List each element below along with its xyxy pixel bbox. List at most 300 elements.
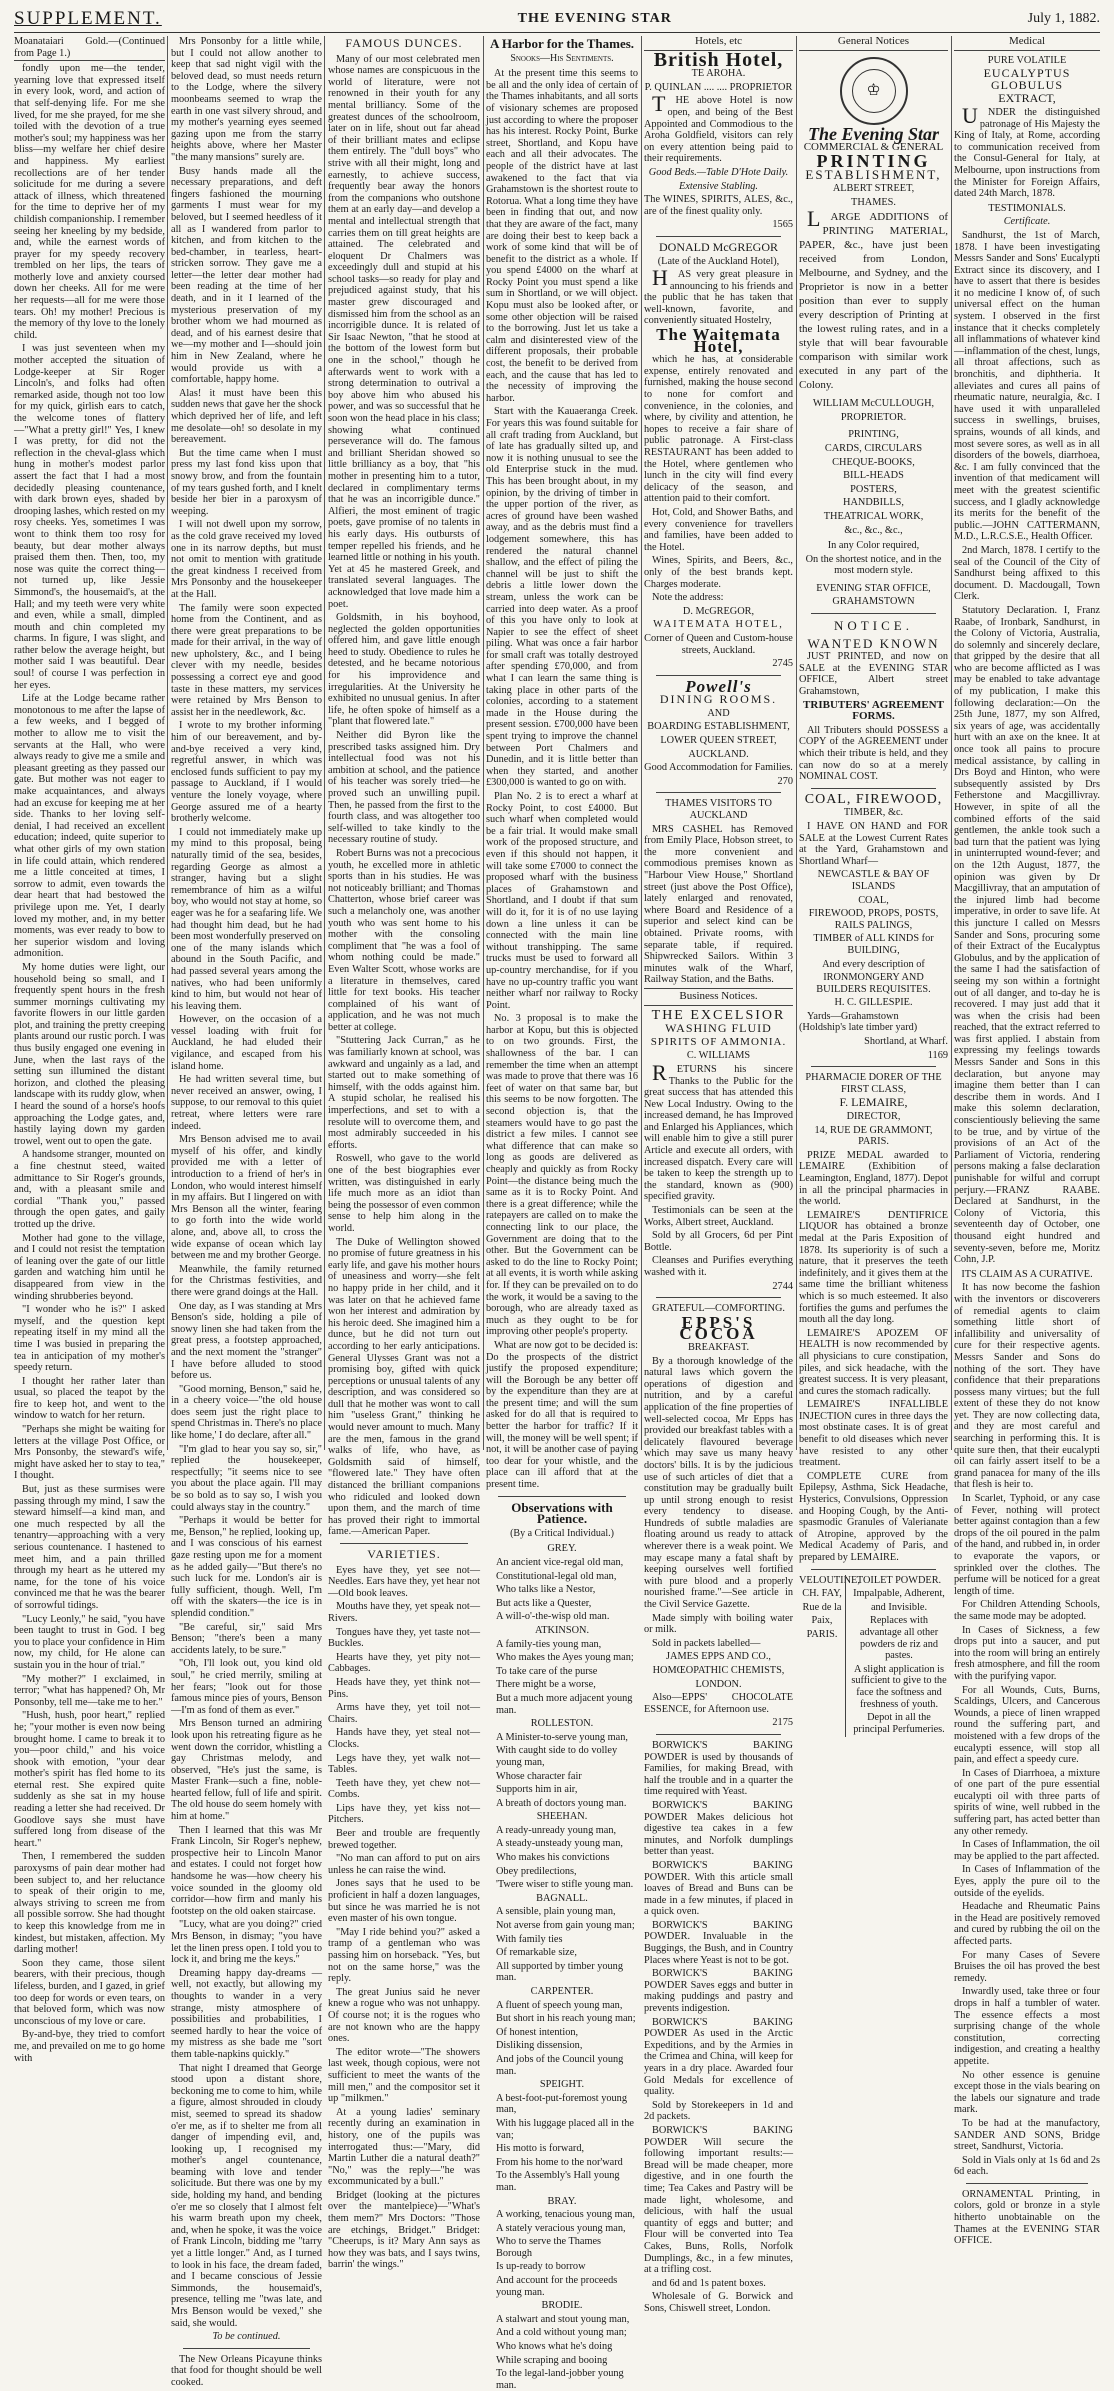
verse-line: With family ties (496, 1933, 563, 1945)
varieties-item: Tongues have they, yet taste not—Buckles. (328, 1626, 480, 1650)
verse-line: Is up-ready to borrow (496, 2261, 586, 2273)
cocoa-body: By a thorough knowledge of the natural laws which govern the operations of digestion and nutrition, and by a careful application of the fine properties of well-selected cocoa, Mr Epps has provided our breakfast tables with a delicately flavoured beverage which may save us many heavy doctors' bills. It is by the judicious use of such articles of diet that a constitution may be gradually built up until strong enough to resist every tendency to disease. Hundreds of subtle maladies are floating around us ready to attack wherever there is a weak point. We may escape many a fatal shaft by keeping ourselves well fortified with pure blood and a properly nourished frame."—See article in the Civil Service Gazette. (644, 1355, 793, 1611)
verse-line: A sensible, plain young man, (496, 1906, 616, 1918)
article-paragraph: No. 3 proposal is to make the harbor at Kopu, but this is objected to on two grounds. First, the shallowness of the bar. I can remember the time when an attempt was made to prove that there was 16 feet of water on that same bar, but this seems to be now forgotten. The second objection is, that the steamers would have to go past the district a few miles. I cannot see what difference that can make so long as goods are delivered as cheaply and quickly as from Rocky Point—the distance being much the same as it is to Rocky Point. And there is a great difference; while the ratepayers are called on to make the connecting link to our place, the Government are doing that to the other. But the Government can be asked to do the line to Rocky Point; at all events, it is worth while asking for. If they can be prevailed on to do the work, it would be a saving to the borough, who are already taxed as much as they ought to be for improving other people's property. (486, 1013, 638, 1338)
varieties-item: Teeth have they, yet chew not—Combs. (328, 1777, 480, 1801)
article-paragraph: "Stuttering Jack Curran," as he was familiarly known at school, was awkward and ungainly as a lad, and started out to make something of himself, with the odds against him. A stupid scholar, he realised his imperfections, and set to with a resolute will to overcome them, and most admirably succeeded in his efforts. (328, 1035, 480, 1151)
stanza-heading: BRODIE. (541, 2300, 583, 2312)
printing-service-item: CARDS, CIRCULARS (824, 442, 923, 454)
printing-note: In any Color required, (827, 540, 920, 552)
continuation-heading: Moanataiari Gold.—(Continued from Page 1.) (14, 36, 165, 61)
verse-line: Obey predilections, (496, 1865, 577, 1877)
hotel-body: THE above Hotel is now open, and being of the Best Appointed and Commodious to the Aroha Goldfield, visitors can rely on every attention being paid to their requirements. (644, 91, 793, 165)
verse-stanzas (486, 1543, 638, 2391)
column-rule (641, 36, 642, 1450)
verse-line: A best-foot-put-foremost young man, (496, 2092, 627, 2116)
divider (656, 1734, 781, 1735)
printing-office-title: ESTABLISHMENT, (805, 167, 942, 183)
verse-line: Who to serve the Thames Borough (496, 2236, 602, 2259)
verse-line: Of honest intention, (496, 2026, 579, 2038)
verse-line: From his home to the nor'ward (496, 2156, 623, 2168)
verse-line: And a cold without young man; (496, 2327, 627, 2339)
borwick-ad (644, 1740, 793, 2315)
borwick-paragraph: BORWICK'S BAKING POWDER Saves eggs and butter in making puddings and pastry and prevents indigestion. (644, 1968, 793, 2015)
verse-line: Disliking dissension, (496, 2040, 583, 2052)
pharmacy-address: 14, RUE DE GRAMMONT, PARIS. (814, 1124, 933, 1148)
veloutine-left (799, 1574, 860, 1738)
restaurant-name: Powell's (685, 676, 752, 696)
claim-paragraph: In Cases of Inflammation, the oil may be applied to the part affected. (954, 1839, 1100, 1862)
coal-item: And every description of (822, 958, 925, 970)
borwick-paragraph: BORWICK'S BAKING POWDER Makes delicious hot digestive tea cakes in a few minutes, and Norfolk dumplings better than yeast. (644, 1799, 793, 1858)
story-paragraph: That night I dreamed that George stood upon a distant shore, beckoning me to come to him, while a figure, almost shrouded in cloudy mist, seemed to spread its shadow o'er me, as if to shelter me from all danger of impending evil, and, looking up, I recognised my mother's angel countenance, beaming with love and tender solicitude. But there was one by my side, holding my hand, and bending o'er me so closely that I almost felt his warm breath upon my cheek, and, when he spoke, it was the voice of Frank Lincoln, bidding me "tarry yet a little longer." And, as I turned to look in his face, the dream faded, and I became conscious of Jessie Simmonds, the housemaid's, presence, telling me "twas late, and Mrs Benson would be vexed," she said, she would. (171, 2062, 322, 2329)
story-paragraph: Soon they came, those silent bearers, with their precious, though lifeless, burden, and I gazed, in grief too deep for words or even tears, on that beloved form, which was now unconscious of my love or care. (14, 1957, 165, 2027)
varieties-item: Beer and trouble are frequently brewed together. (328, 1828, 480, 1851)
article-paragraph: Roswell, who gave to the world one of the best biographies ever written, was distinguished in early life much more as an idiot than being the possessor of even common sense to help him along in the world. (328, 1153, 480, 1234)
pharmacy-name: F. LEMAIRE, (839, 1095, 908, 1110)
column-2-story (171, 36, 322, 2388)
varieties-item: Legs have they, yet walk not—Tables. (328, 1752, 480, 1776)
printing-service-item: CHEQUE-BOOKS, (832, 456, 915, 468)
column-3-articles (328, 36, 481, 2271)
verse-line: A breath of doctors young man. (496, 1797, 627, 1809)
notice-heading: NOTICE. (834, 618, 913, 634)
medicine-title: EUCALYPTUS GLOBULUS (983, 66, 1071, 92)
article-paragraph: The Duke of Wellington showed no promise of future greatness in his early life, and gave his mother hours of uneasiness and worry—she felt no happy pride in her child, and it was later on that he achieved fame won her interest and admiration by his heroic deed. She imagined him a dunce, but he did not turn out according to her early anticipations. General Ulysses Grant was not a promising boy, gifted with quick perceptions or unusual talents of any description, and was considered so dull that he mother was wont to call him "useless Grant," thinking he would never amount to much. Many are the men, famous in the grand walks of life, who have, as Goldsmith said of himself, "flowered late." They have often distanced the brilliant companions who ridiculed and looked down upon them, and the march of time has proved their right to immortal fame.—American Paper. (328, 1236, 480, 1538)
coal-item: FIREWOOD, PROPS, POSTS, RAILS PALINGS, (808, 908, 939, 931)
verse-line: There might be a worse, (496, 1679, 596, 1691)
section-heading: General Notices (799, 36, 948, 51)
restaurant-line: AND (707, 707, 730, 719)
story-paragraph: Mrs Benson advised me to avail myself of his offer, and kindly provided me with a letter of introduction to a friend of her's in London, who would interest himself in my affairs. But I lingered on with Mrs Benson all the winter, fearing to go forth into the wide world alone, and, above all, to cross the wide expanse of ocean which lay between me and my brother George. (171, 1134, 322, 1262)
divider (498, 1496, 626, 1497)
certificate-heading: Certificate. (1003, 216, 1051, 228)
verse-line: To the legal-land-jobber young man. (496, 2368, 624, 2391)
verse-line: A Minister-to-serve young man, (496, 1731, 628, 1743)
hotel-line: The WINES, SPIRITS, ALES, &c., are of the finest quality only. (644, 194, 793, 217)
coal-item: COAL, (858, 894, 889, 906)
printing-note: On the shortest notice, and in the most modern style. (805, 553, 942, 577)
divider (656, 675, 781, 676)
office-location: GRAHAMSTOWN (832, 596, 915, 608)
cocoa-body: Made simply with boiling water or milk. (644, 1612, 793, 1636)
testimonial-paragraph: 2nd March, 1878. I certify to the seal of the Council of the City of Sandhurst being affixed to this document. D. Macdougall, Town Clerk. (954, 544, 1100, 603)
coal-body: I HAVE ON HAND and FOR SALE at the Lowest Current Rates at the Yard, Grahamstown and Shortland Wharf— (799, 820, 948, 867)
product-title: WASHING FLUID (665, 1021, 772, 1036)
verse-line: A stalwart and stout young man, (496, 2313, 630, 2325)
column-rule (324, 36, 325, 1450)
hotel-body: Hot, Cold, and Shower Baths, and every convenience for travellers and families, have been added to the Hotel. (644, 506, 793, 553)
story-paragraph: However, on the occasion of a vessel loading with fruit for Auckland, he had eluded their vigilance, and escaped from his island home. (171, 1014, 322, 1072)
story-paragraph: Mrs Benson turned an admiring look upon his retreating figure as he went down the corridor, whistling a gay Christmas melody, and observed, "He's just the same, is Master Frank—such a fine, noble-hearted fellow, full of life and spirit. The old house do seem homely with him at home." (171, 1718, 322, 1823)
coal-heading: COAL, FIREWOOD, (804, 791, 943, 807)
restaurant-line: Good Accommodation for Families. (644, 762, 793, 774)
wanted-body: JUST PRINTED, and now on SALE at the EVENING STAR OFFICE, Albert street Grahamstown, (799, 651, 948, 698)
pharmacy-heading: PHARMACIE DORER OF THE FIRST CLASS, (805, 1072, 942, 1095)
story-paragraph: "Hush, hush, poor heart," replied he; "your mother is even now being brought home. I came to break it to you—poor child," and his voice shook with emotion, "your dear mother's spirit has fled home to its eternal rest. She expired quite suddenly as she sat in my house reading a letter she had received. Dr Goodlove says she must have suffered long from disease of the heart." (14, 1710, 165, 1849)
section-heading: Business Notices. (644, 988, 793, 1006)
article-title-observations: Observations with Patience. (511, 1499, 613, 1527)
cocoa-subtitle: BREAKFAST. (687, 1341, 750, 1353)
printing-office-body: LARGE ADDITIONS of PRINTING MATERIAL, PAPER, &c., have just been received from London, Melbourne, and Sydney, and the Proprietor is now in a better position than ever to supply every description of Printing at the lowest ruling rates, and in a style that will bear favourable comparison with similar work executed in any part of the Colony. (799, 206, 948, 392)
article-paragraph: Goldsmith, in his boyhood, neglected the golden opportunities offered him, and gave little enough heed to study. Obedience to rules he detested, and he became notorious for his improvidence and irregularities. At the University he exhibited no unusual genius. In after life, he often spoke of himself as a "plant that flowered late." (328, 612, 480, 728)
verse-line: And jobs of the Council young man. (496, 2053, 624, 2077)
cocoa-body: Also—EPPS' CHOCOLATE ESSENCE, for Afternoon use. (644, 1692, 793, 1715)
veloutine-right (845, 1575, 948, 1738)
claim-paragraph: For Children Attending Schools, the same mode may be adopted. (954, 1599, 1100, 1622)
verse-line: While scraping and booing (496, 2354, 608, 2366)
borwick-paragraph: BORWICK'S BAKING POWDER. With this article small loaves of Bread and Buns can be made in a few minutes, if placed in a quick oven. (644, 1859, 793, 1918)
toilet-powder-list (850, 1588, 948, 1735)
toilet-powder-line: A slight application is sufficient to give to the face the softness and freshness of youth. (851, 1663, 947, 1710)
verse-line: His motto is forward, (496, 2143, 585, 2155)
masthead (14, 6, 1100, 33)
story-paragraph: Busy hands made all the necessary preparations, and deft fingers fashioned the mourning garments I must wear for my beloved, but I seemed heedless of it all as I wandered from parlor to kitchen, and from kitchen to the bed-chamber, in tearless, heart-stricken sorrow. They gave me a letter—the letter dear mother had been reading at the time of her death, and in it I learned of the mysterious preservation of my brother whom we had mourned as dead, and of his earnest desire that we—my mother and I—should join him in New Zealand, where he would provide us with a comfortable, happy home. (171, 165, 322, 386)
pharmacy-body: LEMAIRE'S APOZEM OF HEALTH is now recommended by all physicians to cure constipation, piles, and sick headache, with the greatest success. It is very pleasant, and cures the stomach radically. (799, 1327, 948, 1397)
proprietor-label: PROPRIETOR. (840, 411, 907, 423)
pharmacy-body: COMPLETE CURE from Epilepsy, Asthma, Sick Headache, Hysterics, Convulsions, Oppression and Hooping Cough, by the Anti-spasmodic Granules of Valerianate of Atropine, approved by the Medical Academy of Paris, and prepared by LEMAIRE. (799, 1470, 948, 1563)
verse-line: Whose character fair (496, 1770, 582, 1782)
cocoa-maker: JAMES EPPS AND CO., (666, 1651, 771, 1663)
borwick-paragraph: and 6d and 1s patent boxes. (652, 2277, 766, 2289)
story-paragraph: "Be careful, sir," said Mrs Benson; "there's been a many accidents lately, to be sure." (171, 1621, 322, 1656)
varieties-item: Lips have they, yet kiss not—Pitchers. (328, 1802, 480, 1826)
verse-line: With caught side to do volley young man, (496, 1745, 618, 1768)
story-paragraph: I was just seventeen when my mother accepted the situation of Lodge-keeper at Sir Roger Lincoln's, and folks had often remarked aside, though not too low for my quick, girlish ears to catch, the welcome tones of flattery—"What a pretty girl!" Yes, I knew I was pretty, for did not the reflection in the cheval-glass which hung in mother's modest parlor assert the fact that I had a most decidedly pleasing countenance, with dark brown eyes, shaded by drooping lashes, which rested on my rosy cheeks. Yes, sometimes I was wont to think them too rosy for beauty, but dear mother always praised them then. Then, too, my nose was quite the correct thing—not turned up, like Jessie Simmond's, the housemaid's, at the Hall; and my teeth were very white and even, while a small, dimpled mouth and chin completed my charms. In figure, I was slight, and rather below the average height, but mother said I was beautiful. Dear soul! of course I was perfection in her eyes. (14, 343, 165, 691)
testimonial-paragraph: Sandhurst, the 1st of March, 1878. I have been investigating Messrs Sander and Sons' Eucalypti Extract since its discovery, and I have to assert that there is besides it no medicine I know of, of such universal effect on the human system. I observed in the first instance that it checks completely all inflammations of whatever kind—inflammation of the chest, lungs, all throat affections, such as bronchitis, and diphtheria. It alleviates and cures all pains of rheumatic nature, neuralgia, &c. I have used it with unparalleled success in swellings, bruises, sprains, wounds of all kinds, and most severe sores, as well as in all disorders of the bowels, diarrhoea, &c. I am fully convinced that the invention of that medicament will meet with the greatest scientific success, and I gladly acknowledge its merits for the benefit of the public.—JOHN CATTERMANN, M.D., L.R.C.S.E., Health Officer. (954, 229, 1100, 543)
verse-line: Of remarkable size, (496, 1947, 577, 1959)
testimonials-heading: TESTIMONIALS. (988, 202, 1066, 214)
varieties-item: Heads have they, yet think not—Pins. (328, 1676, 480, 1700)
coal-yard: Yards—Grahamstown (Holdship's late timber yard) (799, 1010, 918, 1034)
borwick-paragraph: BORWICK'S BAKING POWDER As used in the Arctic Expeditions, and by the Armies in the Crimea and China, will keep for years in a dry place. Awarded four Gold Medals for excellence of quality. (644, 2016, 793, 2098)
verse-line: A will-o'-the-wisp old man. (496, 1611, 610, 1623)
claim-paragraph: To be had at the manufactory, SANDER AND SONS, Bridge street, Sandhurst, Victoria. (954, 2117, 1100, 2153)
story-paragraph: "I'm glad to hear you say so, sir," replied the housekeeper, respectfully; "it seems nice to see you about the place again. I'll may be so bold as to say so, I wish you could always stay in the country." (171, 1443, 322, 1513)
product-body: Testimonials can be seen at the Works, Albert street, Auckland. (644, 1205, 793, 1228)
toilet-powder-title: TOILET POWDER. (856, 1574, 942, 1586)
claim-paragraph: In Cases of Inflammation of the Eyes, apply the pure oil to the outside of the eyelids. (954, 1864, 1100, 1899)
column-rule (483, 36, 484, 1450)
article-title-varieties: VARIETIES. (367, 1547, 441, 1561)
toilet-powder-line: Replaces with advantage all other powders de riz and pastes. (859, 1615, 939, 1662)
story-paragraph: The family were soon expected home from the Continent, and as there were great preparations to be made for their arrival, in the way of new upholstery, &c., and I being clever with my needle, besides possessing a correct eye and good taste in these matters, my services were retained by Mrs Benson to assist her in the needlework, &c. (171, 602, 322, 718)
story-paragraph: "Good morning, Benson," said he, in a cheery voice—"the old house does seem just the right place to spend Christmas in. There's no place like home,' I do declare, after all." (171, 1383, 322, 1442)
claim-paragraph: Inwardly used, take three or four drops in half a tumbler of water. The essence effects a most surprising change of the whole constitution, correcting indigestion, and creating a healthy appetite. (954, 1986, 1100, 2067)
varieties-item: Eyes have they, yet see not—Needles. Ears have they, yet hear not—Old book leaves. (328, 1564, 481, 1599)
verse-line: But a much more adjacent young man. (496, 1692, 633, 1716)
story-paragraph: Life at the Lodge became rather monotonous to me after the lapse of a few weeks, and I begged of mother to allow me to visit the servants at the Hall, who were always ready to give me a smile and pleasant greeting as they passed our gate. But mother was not eager to make acquaintances, and always had an excuse for keeping me at her side. Thanks to her loving self-denial, I had received an excellent education; indeed, quite superior to what other girls of my own station in life could attain, which rendered me a little conceited at times, I sorrow to admit, even towards the dear heart that had bestowed the privilege upon me. Yet, I dearly loved my mother, and, in my better moments, was ever ready to bow to her superior wisdom and loving admonition. (14, 693, 165, 960)
ad-number: 1169 (927, 1049, 948, 1061)
borwick-paragraph: Wholesale of G. Borwick and Sons, Chiswell street, London. (644, 2291, 793, 2314)
printing-office-address: THAMES. (851, 196, 896, 208)
column-4-articles (486, 36, 638, 2391)
restaurant-line: LOWER QUEEN STREET, (660, 735, 777, 747)
verse-line: 'Twere wiser to stifle young man. (496, 1879, 634, 1891)
printing-service-item: BILL-HEADS (843, 470, 904, 482)
ad-number: 270 (777, 775, 793, 787)
notice-title: THAMES VISITORS TO AUCKLAND (665, 798, 772, 822)
testimonial-paragraphs (954, 230, 1100, 1266)
product-body: Sold by all Grocers, 6d per Pint Bottle. (644, 1230, 793, 1253)
story-paragraph: But the time came when I must press my last fond kiss upon that snowy brow, and from the fountain of my tears gushed forth, and I knelt beside her bier in a paroxysm of weeping. (171, 447, 322, 517)
verse-line: A fluent of speech young man, (496, 1999, 623, 2011)
article-paragraph: Start with the Kauaeranga Creek. For years this was found suitable for all craft trading from Auckland, but of late has gradually silted up, and now it is nothing unusual to see the old Enterprise stuck in the mud. This has been brought about, in my opinion, by the driving of timber in the upper portion of the river, as acres of ground have been washed away, and as the debris must find a lodgement somewhere, this has rendered the natural channel shallow, and the effect of piling the channel will be just to shift the debris a little lower down the stream, unless the work can be carried into deep water. As a proof of this you have only to look at Napier to see the effect of sheet piling. What was once a fair harbor for small craft was totally destroyed after spending £70,000, and from what I can learn the same thing is taking place in other parts of the colonies, according to a statement made in the House during the present session. £700,000 have been spent trying to improve the channel between Port Chalmers and Dunedin, and it is little better than when they started, and another £300,000 is wanted to go on with. (486, 406, 638, 789)
office-name: EVENING STAR OFFICE, (816, 582, 931, 594)
newspaper-title: THE EVENING STAR (517, 11, 672, 26)
verse-line: To the Assembly's Hall young man. (496, 2170, 620, 2193)
divider (656, 1297, 781, 1298)
hotel-line: Extensive Stabling. (679, 180, 758, 192)
borwick-paragraph: BORWICK'S BAKING POWDER. Invaluable in the Buggings, the Bush, and in Country Places where Yeast is not to be got. (644, 1919, 793, 1966)
article-paragraph: Neither did Byron like the prescribed tasks assigned him. Dry intellectual food was not his ambition at school, and the patience of his teacher was sorely tried—he proved such an unwilling pupil. Then, he passed from the first to the fourth class, and was altogether too self-willed to take kindly to the necessary routine of study. (328, 730, 480, 846)
veloutine-address: PARIS. (806, 1628, 838, 1640)
varieties-item: Hearts have they, yet pity not—Cabbages. (328, 1651, 480, 1675)
stanza-heading: ROLLESTON. (530, 1718, 594, 1730)
ad-number: 2744 (772, 1280, 793, 1292)
varieties-paragraphs (328, 1565, 480, 2271)
story-paragraph: "Lucy Leonly," he said, "you have been taught to trust in God. I beg you to place your confidence in Him now, my child, for He alone can sustain you in the hour of trial." (14, 1613, 165, 1671)
notice-body: MRS CASHEL has Removed from Emily Place, Hobson street, to the more convenient and commodious premises known as "Harbour View House," Shortland street (just above the Post Office), lately enlarged and renovated, where Board and Residence of a superior and select kind can be obtained. Private rooms, with separate table, if required. Shipwrecked Sailors. Within 3 minutes walk of the Wharf, Railway Station, and the Baths. (644, 823, 793, 986)
article-paragraph: Many of our most celebrated men whose names are conspicuous in the world of literature, were not renowned in their youth for any mental brilliancy. Some of the greatest dunces of the schoolroom, later on in life, shout out far ahead of their brilliant mates and eclipse them entirely. The "dull boys" who strive with all their might, long and earnestly, to achieve success, frequently bear away the honors from the companions who outshone them at an early day—and develop a mental and intellectual strength that carries them on till great heights are attained. The celebrated and eloquent Dr Chalmers was exceedingly dull and stupid at his school tasks—so ready for play and prejudiced against study, that his master grew discouraged and dismissed him from the school as an incorrigible dunce. It is related of Sir Isaac Newton, "that he stood at the bottom of the lowest form but one in the school," though he afterwards went to work with a strong determination to outrival a boy above him who abused his power, and was so successful that he soon won the head place in his class; showing what continued perseverance will do. The famous and brilliant Sheridan showed so little brilliancy as a boy, that "his mother in presenting him to a tutor, declared in complimentary terms that he was an incorrigible dunce." Alfieri, the most eminent of tragic poets, gave promise of no talents in his early days. His outbursts of temper repelled his friends, and he learned little or nothing in his youth. Yet at 45 he mastered Greek, and translated several languages. The acknowledged that love made him a poet. (328, 53, 480, 610)
article-byline: (By a Critical Individual.) (510, 1527, 614, 1539)
toilet-powder-line: Depot in all the principal Perfumeries. (853, 1712, 945, 1735)
article-paragraph: Robert Burns was not a precocious youth, he excelled more in athletic sports than in his studies. He was not noticeably brilliant; and Thomas Chatterton, whose brief career was such a melancholy one, was another youth who was sent home to his mother with the consoling compliment that "he was a fool of whom nothing could be made." Even Walter Scott, whose works are a literature in themselves, cared little for text books. His teacher complained of his want of application, and he was not much better at college. (328, 847, 480, 1033)
section-heading: Medical (954, 36, 1100, 51)
varieties-item: Arms have they, yet toil not—Chairs. (328, 1702, 480, 1725)
story-paragraph: "Lucy, what are you doing?" cried Mrs Benson, in dismay; "you have let the linen press open. I told you to lock it, and bring me the keys." (171, 1919, 322, 1966)
verse-line: And account for the proceeds young man. (496, 2275, 618, 2298)
veloutine-name: VELOUTINE, (799, 1574, 860, 1586)
story-paragraph: Mrs Ponsonby for a little while, but I could not allow another to keep that sad night vigil with the beloved dead, so must needs return to the Lodge, where the silvery moonbeams seemed to wrap the earth in one vast silvery shroud, and my mother's yearning eyes seemed gazing upon me from the starry heights above, where her Master "the many mansions" surely are. (171, 36, 322, 163)
hotel-address: D. McGREGOR, (682, 605, 755, 617)
product-title: THE EXCELSIOR (651, 1007, 786, 1023)
hotel-place: TE AROHA. (691, 68, 746, 80)
printing-office-address: ALBERT STREET, (832, 182, 915, 194)
verse-line: Who talks like a Nestor, (496, 1584, 596, 1596)
hotel-address: WAITEMATA HOTEL, (653, 619, 784, 631)
story-paragraph: Then, I remembered the sudden paroxysms of pain dear mother had been subject to, and her reluctance to speak of their origin to me, always striving to screen me from all possible sorrow. She had thought to keep this knowledge from me in kindest, but mistaken, affection. My darling mother! (14, 1851, 165, 1956)
printing-service-item: HANDBILLS, (843, 497, 904, 509)
pharmacy-title: DIRECTOR, (846, 1111, 901, 1123)
story-paragraph: fondly upon me—the tender, yearning love that expressed itself in every look, word, and action of that self-denying life. For me she lived, for me she prayed, for me she toiled with the devotion of a true mother's soul; my happiness was her bliss—my welfare her chief desire and happiness. My earliest recollections are of her tender solicitude for me during a severe attack of illness, which threatened for the time to deprive her of my childish companionship. I remember seeing her kneeling by my bedside, and, while the earnest words of prayer for my speedy recovery trembled on her lips, the tears of motherly love and anxiety coursed down her cheeks. All for me were her requests—all for me were those tears. Oh! my mother! Precious is the memory of thy love to the lonely child. (14, 63, 165, 341)
hotel-body: which he has, at considerable expense, entirely renovated and furnished, making the house second to none for comfort and convenience, in the colonies, and where, by civility and attention, he hopes to receive a fair share of public patronage. A First-class RESTAURANT has been added to the Hotel, where gentlemen who lunch in the city will find every delicacy of the season, and attention paid to their comfort. (644, 354, 793, 505)
cocoa-maker: HOMŒOPATHIC CHEMISTS, (652, 1665, 785, 1676)
stanza-heading: GREY. (547, 1543, 577, 1555)
coal-yard: Shortland, at Wharf. (864, 1036, 948, 1048)
pharmacy-body: LEMAIRE'S INFALLIBLE INJECTION cures in three days the most obstinate cases. It is of great benefit to old diseases which never have resisted to any other treatment. (799, 1399, 948, 1469)
hotel-body: HAS very great pleasure in announcing to his friends and the public that he has taken that well-known, favorite, and conveniently situated Hostelry, (644, 265, 793, 327)
article-paragraph: At the present time this seems to be all and the only idea of certain of the Thames inhabitants, and all sorts of visionary schemes are proposed just according to where the proposer has his interest. Rocky Point, Burke street, Shortland, and Kopu have each and all their advocates. The people of the district have at last awakened to the fact that via Grahamstown is the shortest route to Rotorua. What a long time they have been in finding that out, and now that they are aware of the fact, many are doing their best to keep back a work of some kind that will be of benefit to the district as a whole. If you spend £4000 on the wharf at Rocky Point you must spend a like sum in Shortland, or we will object. Kopu must also be looked after, or some other objection will be raised to the borrowing. Just let us take a calm and disinterested view of the different proposals, their probable cost, the benefit to be derived from each, and the cause that has led to the necessity of improving the harbor. (486, 68, 638, 404)
article-byline: Snooks—His Sentiments. (510, 52, 614, 64)
pharmacy-body: LEMAIRE'S DENTIFRICE LIQUOR has obtained a bronze medal at the Paris Exposition of 1878. Its superiority is of such a nature, that it preserves the teeth indefinitely, and it gives them at the same time the brilliant whiteness which is so much esteemed. It also fortifies the gums and perfumes the mouth all the day long. (799, 1209, 948, 1326)
proprietor-sub: (Late of the Auckland Hotel), (657, 255, 780, 267)
story-paragraph: My home duties were light, our household being so small, and I frequently spent hours in the fresh summer mornings cultivating my favorite flowers in our little garden plot, and training the pretty creeping plants around our rustic porch. I was thus busily engaged one evening in June, when the last rays of the setting sun illumined the distant horizon, and clothed the pleasing landscape with its ruddy glow, when I heard the sound of a horse's hoofs approaching the Lodge gates, and, hastily laying down my garden trowel, went out to open the gate. (14, 961, 165, 1147)
divider (811, 613, 936, 614)
borwick-paragraph: Sold by Storekeepers in 1d and 2d packets. (644, 2099, 793, 2123)
hotel-body: Wines, Spirits, and Beers, &c., only of the best brands kept. Charges moderate. (644, 555, 793, 590)
varieties-item: Mouths have they, yet speak not—Rivers. (328, 1601, 480, 1624)
product-maker: C. WILLIAMS (686, 1050, 751, 1062)
column-rule (951, 36, 952, 1450)
article-paragraphs (486, 68, 638, 1490)
verse-line: A ready-unready young man, (496, 1824, 617, 1836)
pharmacy-body: PRIZE MEDAL awarded to LEMAIRE (Exhibition of Leamington, England, 1877). Depot in all the principal pharmacies in the world. (799, 1149, 948, 1208)
claim-paragraph: Headache and Rheumatic Pains in the Head are positively removed and cured by rubbing the oil on the affected parts. (954, 1901, 1100, 1947)
story-paragraph: Then I learned that this was Mr Frank Lincoln, Sir Roger's nephew, prospective heir to Lincoln Manor and estates. I could not forget how handsome he was—how cheery his voice sounded in the gloomy old corridor—how firm and manly his footstep on the old oaken staircase. (171, 1824, 322, 1917)
varieties-item: "No man can afford to put on airs unless he can raise the wind. (328, 1853, 480, 1876)
medicine-title: EXTRACT, (998, 91, 1056, 106)
verse-line: Who makes the Ayes young man; (496, 1652, 634, 1664)
product-title: SPIRITS OF AMMONIA. (650, 1035, 787, 1048)
column-rule (796, 36, 797, 1450)
tributers-body: All Tributers should POSSESS a COPY of the AGREEMENT under which their tribute is held, and they can now do so at a merely NOMINAL COST. (799, 724, 948, 783)
article-paragraph: Plan No. 2 is to erect a wharf at Rocky Point, to cost £4000. But such wharf when completed would be a fair trial. It would make small work of the proposed structure, and even if this should not happen, it will take some £7000 to connect the proposed wharf with the business places of Grahamstown and Shortland, and I doubt if that sum will do it, for it is of no use laying down a line unless it can be connected with the main line without transhipping. The same trucks must be used to forward all up-country merchandise, for if you have no up-country traffic you want neither wharf nor railway to Rocky Point. (486, 791, 638, 1011)
claim-paragraph: In Cases of Diarrhoea, a mixture of one part of the pure essential eucalypti oil with three parts of spirits of wine, well rubbed in the suffering part, has acted better than any other remedy. (954, 1767, 1100, 1837)
toilet-powder-line: Impalpable, Adherent, (853, 1588, 945, 1600)
story-paragraph: But, just as these surmises were passing through my mind, I saw the steward himself—a kind man, and one much respected by all the tenantry—approaching with a very serious countenance. I hastened to meet him, and a pain thrilled through my heart as he uttered my name, for the tone of his voice convinced me that he was the bearer of sorrowful tidings. (14, 1484, 165, 1611)
story-paragraph: Dreaming happy day-dreams — well, not exactly, but allowing my thoughts to wander in a very strange, misty atmosphere of possibilities and probabilities, I seemed hardly to hear the voice of my mistress as she bade me "sort them table-napkins quickly." (171, 1967, 322, 2060)
stanza-heading: SHEEHAN. (536, 1811, 588, 1823)
coal-item: IRONMONGERY AND BUILDERS REQUISITES. (816, 972, 931, 995)
coal-dealer: H. C. GILLESPIE. (834, 997, 913, 1009)
section-heading: Hotels, etc (644, 36, 793, 51)
ad-number: 1565 (772, 219, 793, 231)
cocoa-maker: LONDON. (695, 1678, 742, 1690)
column-rule (167, 36, 168, 1450)
filler-item: The New Orleans Picayune thinks that food for thought should be well cooked. (171, 2353, 322, 2388)
article-paragraph: What are now got to be decided is: Do the prospects of the district justify the proposed expenditure; will the Borough be any better off by the expenditure than they are at the present time; and will the sum asked for do all that is required to better the harbor for traffic? If it will, the money will be well spent; if not, it will be another case of paying too dear for your whistle, and the place can ill afford that at the present time. (486, 1339, 638, 1491)
veloutine-maker: CH. FAY, (802, 1588, 842, 1600)
column-1-story (14, 36, 165, 2064)
printing-office-title: The Evening Star (807, 123, 940, 144)
verse-line: A working, tenacious young man, (496, 2209, 635, 2221)
supplement-label: SUPPLEMENT. (14, 8, 162, 29)
claim-heading: ITS CLAIM AS A CURATIVE. (961, 1268, 1093, 1280)
medicine-body: UNDER the distinguished patronage of His Majesty the King of Italy, at Rome, according to communication received from the Consul-General for Italy, at Melbourne, upon instructions from the Minister for Foreign Affairs, dated 24th March, 1878. (954, 102, 1100, 200)
royal-seal-emblem (840, 57, 908, 125)
verse-line: Who knows what he's doing (496, 2341, 613, 2353)
veloutine-ad (799, 1575, 948, 1738)
verse-line: An ancient vice-regal old man, (496, 1557, 624, 1568)
restaurant-line: AUCKLAND. (688, 748, 749, 760)
coal-subheading: TIMBER, &c. (843, 807, 904, 819)
varieties-item: The great Junius said he never knew a rogue who was not unhappy. Of course not; it is the rogues who are not known who are the happy ones. (328, 1986, 480, 2045)
article-title-harbor: A Harbor for the Thames. (489, 36, 635, 51)
story-paragraph: Meanwhile, the family returned for the Christmas festivities, and there were grand doings at the Hall. (171, 1263, 322, 1298)
varieties-item: Hands have they, yet steal not—Clocks. (328, 1727, 480, 1750)
verse-line: A family-ties young man, (496, 1638, 602, 1650)
claim-paragraph: For all Wounds, Cuts, Burns, Scaldings, Ulcers, and Cancerous Wounds, a piece of linen wrapped round the suffering part, and moistened with a few drops of the eucalypti essence, will stop all pain, and effect a speedy cure. (954, 1684, 1100, 1766)
hotel-body: Note the address: (652, 592, 724, 604)
verse-line: But acts like a Quester, (496, 1597, 592, 1609)
toilet-powder-line: and Invisible. (870, 1601, 928, 1613)
hotel-name: The Waitemata Hotel, (656, 325, 781, 356)
ad-number: 2745 (772, 658, 793, 670)
divider (656, 792, 781, 793)
issue-date: July 1, 1882. (1027, 11, 1100, 26)
coal-item: TIMBER of ALL KINDS for BUILDING, (813, 933, 934, 956)
article-title-famous-dunces: FAMOUS DUNCES. (345, 36, 463, 50)
hotel-address: Corner of Queen and Custom-house streets, Auckland. (644, 632, 793, 656)
varieties-item: "May I ride behind you?" asked a tramp of a gentleman who was passing him on horseback. "Yes, but not on the same horse," was the reply. (328, 1926, 480, 1985)
divider (811, 1569, 936, 1570)
restaurant-line: BOARDING ESTABLISHMENT, (647, 721, 790, 733)
story-paragraphs (171, 36, 322, 2329)
printing-office-title: COMMERCIAL & GENERAL (803, 141, 944, 154)
stanza-heading: ATKINSON. (534, 1624, 590, 1636)
cocoa-title: EPPS'S COCOA (679, 1312, 758, 1344)
hotel-name: British Hotel, (653, 48, 784, 71)
story-paragraph: By-and-bye, they tried to comfort me, and prevailed on me to go home with (14, 2029, 165, 2064)
printing-service-item: &c., &c., &c., (844, 524, 903, 536)
varieties-item: Bridget (looking at the pictures over the mantelpiece)—"What's them mem?" Mrs Doctors: "Those are etchings, Bridget." Bridget: "Cheerups, is it? Mary Ann says as how they was bats, and I says twins, barrin' the wings." (328, 2189, 480, 2271)
verse-line: Who makes his convictions (496, 1852, 610, 1864)
stanza-heading: SPEIGHT. (539, 2079, 585, 2091)
wanted-heading: WANTED KNOWN (807, 635, 940, 651)
stanza-heading: CARPENTER. (530, 1986, 594, 1997)
column-5-hotels (644, 35, 793, 2314)
claim-paragraph: In Scarlet, Typhoid, or any case of Fever, nothing will protect better against contagion than a few drops of the oil poured in the palm of the hand, and rubbed in, in order to evaporate the vapors, or sprinkled over the clothes. The perfume will be noticed for a great length of time. (954, 1493, 1100, 1597)
story-paragraph: "Perhaps it would be better for me, Benson," he replied, looking up, and I was conscious of his earnest gaze resting upon me for a moment as he added gaily—"But there's no such luck for me. London's air is fully sufficient, though. Well, I'm off with the skaters—the ice is in splendid condition." (171, 1515, 322, 1619)
divider (183, 2348, 310, 2349)
verse-line: Not averse from gain young man; (496, 1920, 635, 1932)
ad-number: 2175 (772, 1717, 793, 1729)
printing-service-item: POSTERS, (850, 483, 897, 495)
story-paragraph: One day, as I was standing at Mrs Benson's side, holding a pile of snowy linen she had taken from the great press, a footstep approached, and the next moment the "stranger" I have before alluded to stood before us. (171, 1300, 322, 1382)
restaurant-line: DINING ROOMS. (659, 692, 778, 707)
borwick-paragraph: BORWICK'S BAKING POWDER Will secure the following important results:—Bread will be made cheaper, more digestive, and in one fourth the time; Tea Cakes and Pastry will be made light, wholesome, and delicious, with half the usual quantity of eggs and butter; and Flour will be converted into Tea Cakes, Buns, Rolls, Norfolk Dumplings, &c., in a few minutes, at a trifling cost. (644, 2124, 793, 2276)
verse-line: With his luggage placed all in the van; (496, 2117, 634, 2141)
divider (966, 2183, 1088, 2184)
printing-service-item: PRINTING, (848, 429, 899, 441)
verse-line: To take care of the purse (496, 1665, 598, 1677)
story-paragraph: "Perhaps she might be waiting for letters at the village Post Office, or Mrs Ponsonby, the steward's wife, might have asked her to stay to tea," I thought. (14, 1424, 165, 1482)
varieties-item: At a young ladies' seminary recently during an examination in history, one of the pupils was interrogated thus:—"Mary, did Martin Luther die a natural death?" "No," was the reply—"he was excommunicated by a bull." (328, 2106, 480, 2188)
divider (811, 1066, 936, 1067)
divider (340, 1543, 468, 1544)
story-paragraph: I will not dwell upon my sorrow, as the cold grave received my loved one in its narrow depths, but must not omit to mention with gratitude the great kindness I received from Mrs Ponsonby and the housekeeper at the Hall. (171, 519, 322, 600)
cocoa-body: Sold in packets labelled— (652, 1637, 761, 1649)
story-paragraph: Mother had gone to the village, and I could not resist the temptation of leaning over the gate of our little garden and watching him until he disappeared from view in the winding shrubberies beyond. (14, 1232, 165, 1302)
verse-line: All supported by timber young man. (496, 1960, 623, 1984)
column-7-medical (954, 35, 1100, 2247)
stanza-heading: BAGNALL. (536, 1892, 588, 1904)
medicine-title: PURE VOLATILE (987, 54, 1067, 66)
hotel-line: Good Beds.—Table D'Hote Daily. (648, 166, 789, 178)
story-paragraph: A handsome stranger, mounted on a fine chestnut steed, waited admittance to Sir Roger's grounds, and, with a pleasant smile and cordial "Thank you," passed through the open gates, and gaily trotted up the drive. (14, 1149, 165, 1230)
to-be-continued: To be continued. (212, 2331, 281, 2343)
divider (656, 236, 781, 237)
claim-paragraph: In Cases of Sickness, a few drops put into a saucer, and put into the room will bring an entirely fresh atmosphere, and fill the room with the purifying vapor. (954, 1624, 1100, 1682)
column-6-notices (799, 35, 948, 1735)
verse-line: A stately veracious young man, (496, 2222, 626, 2234)
story-paragraph: "I wonder who he is?" I asked myself, and the question kept repeating itself in my mind all the time I was busied in preparing the tea in anticipation of my mother's speedy return. (14, 1304, 165, 1374)
divider (811, 788, 936, 789)
claim-paragraphs (954, 1282, 1100, 2178)
claim-paragraph: Sold in Vials only at 1s 6d and 2s 6d each. (954, 2154, 1100, 2178)
story-paragraph: He had written several time, but never received an answer, owing, I suppose, to our removal to this quiet retreat, where letters were rare indeed. (171, 1074, 322, 1132)
testimonial-paragraph: Statutory Declaration. I, Franz Raabe, of Ironbark, Sandhurst, in the Colony of Victoria, Australia, do solemnly and sincerely declare, that gripped by the desire that all who are become afflicted as I was may be enabled to take advantage of my publication, I make this following declaration:—On the 25th June, 1877, my son Alfred, six years of age, was accidentally hurt with an axe on the knee. It at once took all pains to procure medical assistance, by calling in Drs Boyd and Hinton, who were subsequently assisted by Drs Fetherstone and Macgillivray. However, in spite of all the combined efforts of the said gentlemen, the ankle took such a bad turn that the patient was lying in uninterrupted wound-fever; and on the 12th August, 1877, the opinion was given by Dr Macgillivray, that an amputation of the injured limb had become imperative, in order to save life. At this juncture I called on Messrs Sander and Sons, procuring some of their Extract of the Eucalyptus Globulus, and by the application of the same I had the satisfaction of seeing my son within a fortnight out of all danger, and to-day he is recovered. I may just add that it was when the crisis had been reached, that the extract referred to was first applied. I abstain from expressing my feelings towards Messrs Sander and Sons in this declaration, but anyone may imagine them better than I can describe them in words. And I make this solemn declaration, conscientiously believing the same to be true, and by virtue of the provisions of an Act of the Parliament of Victoria, rendering persons making a false declaration punishable for wilful and corrupt perjury.—FRANZ RAABE. Declared at Sandhurst, in the Colony of Victoria, this seventeenth day of October, one thousand eight hundred and seventy-seven, before me, Moritz Cohn, J.P. (954, 604, 1100, 1266)
stanza-heading: BRAY. (547, 2195, 577, 2207)
crown-icon: ♔ (852, 69, 896, 113)
claim-paragraph: No other essence is genuine except those in the vials bearing on the labels our signature and trade mark. (954, 2069, 1100, 2116)
varieties-item: The editor wrote—"The showers last week, though copious, were not sufficient to meet the wants of the mill men," and the compositor set it up "milkmen." (328, 2046, 480, 2105)
tributers-heading: TRIBUTERS' AGREEMENT FORMS. (803, 698, 944, 723)
claim-paragraph: For many Cases of Severe Bruises the oil has proved the best remedy. (954, 1949, 1100, 1984)
ornamental-printing-ad: ORNAMENTAL Printing, in colors, gold or bronze in a style hitherto unobtainable on the Thames at the EVENING STAR OFFICE. (954, 2188, 1100, 2247)
printing-office-title: PRINTING (816, 150, 931, 171)
